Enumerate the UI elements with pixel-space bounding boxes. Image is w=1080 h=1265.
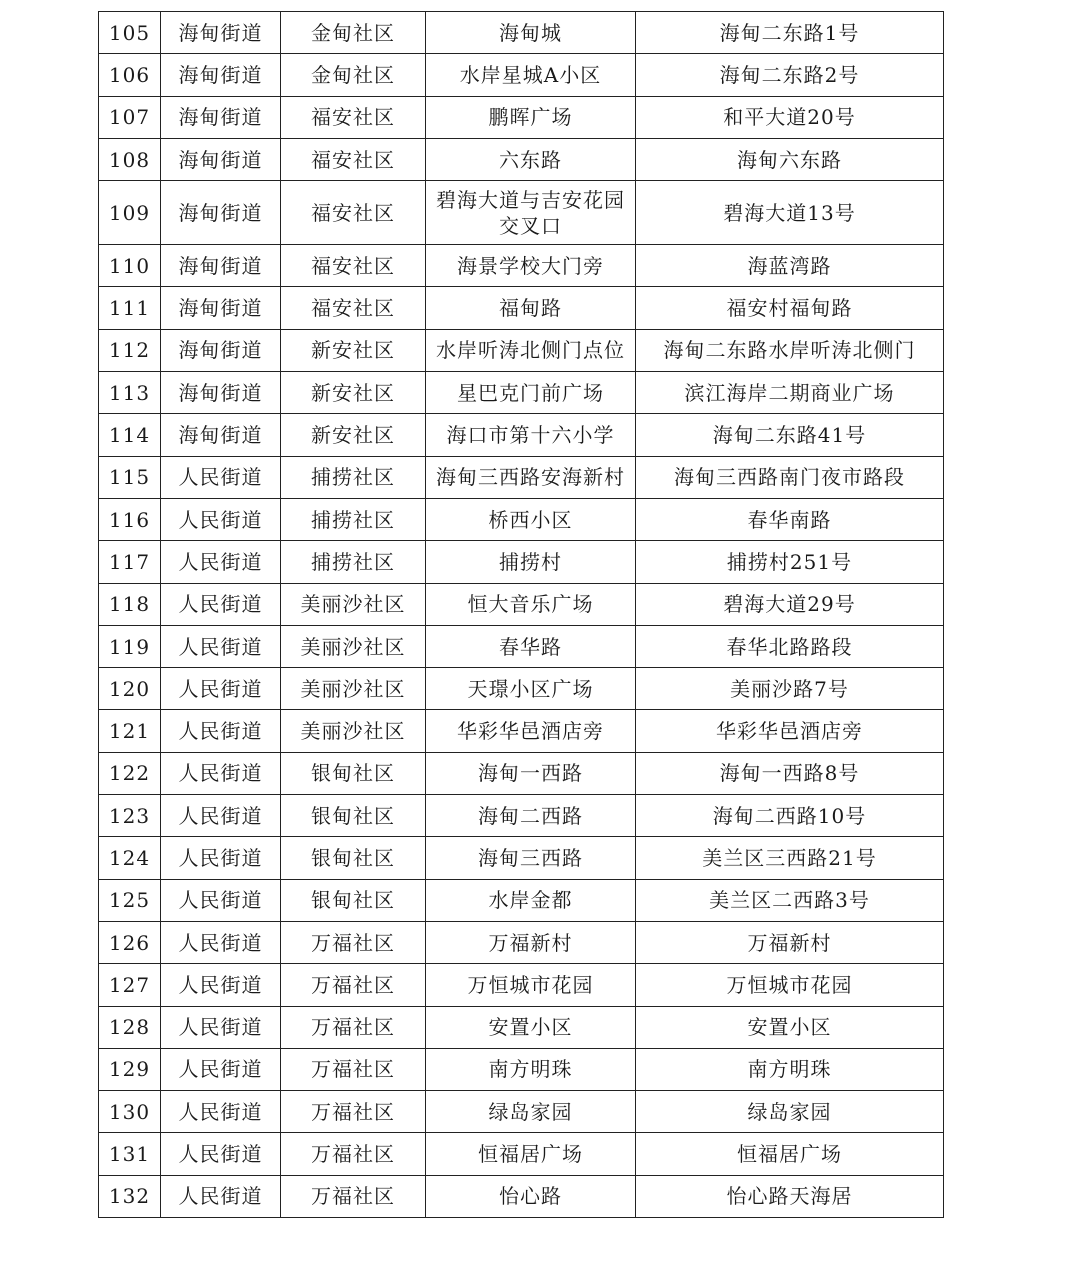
row-number-cell: 115 — [99, 456, 161, 498]
community-cell: 福安社区 — [281, 96, 426, 138]
community-cell: 银甸社区 — [281, 837, 426, 879]
community-cell: 万福社区 — [281, 1133, 426, 1175]
row-number-cell: 121 — [99, 710, 161, 752]
address-cell: 海甸二东路2号 — [636, 54, 944, 96]
spot-cell: 恒大音乐广场 — [426, 583, 636, 625]
spot-cell: 海甸二西路 — [426, 795, 636, 837]
spot-cell: 桥西小区 — [426, 498, 636, 540]
spot-cell: 海甸城 — [426, 12, 636, 54]
table-row — [99, 96, 944, 138]
address-cell: 海甸一西路8号 — [636, 752, 944, 794]
table-row — [99, 245, 944, 287]
community-cell: 万福社区 — [281, 1091, 426, 1133]
spot-cell: 水岸听涛北侧门点位 — [426, 329, 636, 371]
community-cell: 万福社区 — [281, 1175, 426, 1217]
row-number-cell: 114 — [99, 414, 161, 456]
table-row — [99, 752, 944, 794]
spot-cell: 捕捞村 — [426, 541, 636, 583]
address-cell: 和平大道20号 — [636, 96, 944, 138]
street-cell: 人民街道 — [161, 964, 281, 1006]
street-cell: 人民街道 — [161, 795, 281, 837]
row-number-cell: 116 — [99, 498, 161, 540]
spot-cell: 怡心路 — [426, 1175, 636, 1217]
street-cell: 人民街道 — [161, 879, 281, 921]
address-cell: 美兰区三西路21号 — [636, 837, 944, 879]
street-cell: 海甸街道 — [161, 287, 281, 329]
table-body — [99, 12, 944, 1218]
address-cell: 碧海大道13号 — [636, 181, 944, 245]
row-number-cell: 113 — [99, 372, 161, 414]
street-cell: 人民街道 — [161, 541, 281, 583]
address-cell: 万福新村 — [636, 921, 944, 963]
spot-cell: 水岸金都 — [426, 879, 636, 921]
address-cell: 怡心路天海居 — [636, 1175, 944, 1217]
row-number-cell: 110 — [99, 245, 161, 287]
spot-cell: 恒福居广场 — [426, 1133, 636, 1175]
table-row — [99, 372, 944, 414]
street-cell: 人民街道 — [161, 583, 281, 625]
street-cell: 海甸街道 — [161, 12, 281, 54]
address-cell: 碧海大道29号 — [636, 583, 944, 625]
spot-cell: 福甸路 — [426, 287, 636, 329]
row-number-cell: 107 — [99, 96, 161, 138]
table-row — [99, 1006, 944, 1048]
community-cell: 万福社区 — [281, 1006, 426, 1048]
street-cell: 海甸街道 — [161, 96, 281, 138]
community-cell: 银甸社区 — [281, 795, 426, 837]
table-row — [99, 837, 944, 879]
table-row — [99, 54, 944, 96]
row-number-cell: 120 — [99, 668, 161, 710]
row-number-cell: 108 — [99, 138, 161, 180]
spot-cell: 安置小区 — [426, 1006, 636, 1048]
street-cell: 海甸街道 — [161, 329, 281, 371]
spot-cell: 六东路 — [426, 138, 636, 180]
street-cell: 海甸街道 — [161, 181, 281, 245]
row-number-cell: 131 — [99, 1133, 161, 1175]
table-row — [99, 12, 944, 54]
spot-cell: 海甸三西路安海新村 — [426, 456, 636, 498]
street-cell: 人民街道 — [161, 752, 281, 794]
street-cell: 人民街道 — [161, 1006, 281, 1048]
street-cell: 海甸街道 — [161, 245, 281, 287]
address-cell: 绿岛家园 — [636, 1091, 944, 1133]
address-cell: 海甸二东路1号 — [636, 12, 944, 54]
table-row — [99, 498, 944, 540]
street-cell: 人民街道 — [161, 1091, 281, 1133]
address-cell: 万恒城市花园 — [636, 964, 944, 1006]
address-cell: 海甸二西路10号 — [636, 795, 944, 837]
table-row — [99, 795, 944, 837]
community-cell: 万福社区 — [281, 964, 426, 1006]
address-cell: 华彩华邑酒店旁 — [636, 710, 944, 752]
row-number-cell: 125 — [99, 879, 161, 921]
street-cell: 人民街道 — [161, 921, 281, 963]
table-row — [99, 964, 944, 1006]
community-cell: 银甸社区 — [281, 879, 426, 921]
community-cell: 福安社区 — [281, 138, 426, 180]
address-cell: 海蓝湾路 — [636, 245, 944, 287]
community-cell: 美丽沙社区 — [281, 583, 426, 625]
table-row — [99, 1091, 944, 1133]
row-number-cell: 129 — [99, 1048, 161, 1090]
address-cell: 春华南路 — [636, 498, 944, 540]
community-cell: 新安社区 — [281, 414, 426, 456]
row-number-cell: 127 — [99, 964, 161, 1006]
spot-cell: 海甸一西路 — [426, 752, 636, 794]
community-cell: 美丽沙社区 — [281, 710, 426, 752]
row-number-cell: 124 — [99, 837, 161, 879]
table-row — [99, 583, 944, 625]
community-cell: 福安社区 — [281, 181, 426, 245]
row-number-cell: 128 — [99, 1006, 161, 1048]
address-cell: 恒福居广场 — [636, 1133, 944, 1175]
street-cell: 人民街道 — [161, 498, 281, 540]
address-cell: 春华北路路段 — [636, 625, 944, 667]
spot-cell: 碧海大道与吉安花园交叉口 — [426, 181, 636, 245]
table-row — [99, 414, 944, 456]
table-row — [99, 1175, 944, 1217]
location-table — [98, 11, 944, 1218]
street-cell: 人民街道 — [161, 668, 281, 710]
community-cell: 福安社区 — [281, 287, 426, 329]
spot-cell: 水岸星城A小区 — [426, 54, 636, 96]
community-cell: 捕捞社区 — [281, 498, 426, 540]
row-number-cell: 123 — [99, 795, 161, 837]
community-cell: 万福社区 — [281, 921, 426, 963]
row-number-cell: 122 — [99, 752, 161, 794]
table-row — [99, 287, 944, 329]
address-cell: 滨江海岸二期商业广场 — [636, 372, 944, 414]
address-cell: 安置小区 — [636, 1006, 944, 1048]
table-row — [99, 181, 944, 245]
street-cell: 人民街道 — [161, 1048, 281, 1090]
address-cell: 海甸二东路水岸听涛北侧门 — [636, 329, 944, 371]
community-cell: 美丽沙社区 — [281, 625, 426, 667]
community-cell: 新安社区 — [281, 372, 426, 414]
document-page — [98, 11, 943, 1218]
community-cell: 金甸社区 — [281, 12, 426, 54]
row-number-cell: 119 — [99, 625, 161, 667]
street-cell: 人民街道 — [161, 1133, 281, 1175]
row-number-cell: 126 — [99, 921, 161, 963]
row-number-cell: 105 — [99, 12, 161, 54]
address-cell: 海甸六东路 — [636, 138, 944, 180]
spot-cell: 天璟小区广场 — [426, 668, 636, 710]
community-cell: 捕捞社区 — [281, 456, 426, 498]
street-cell: 人民街道 — [161, 1175, 281, 1217]
table-row — [99, 921, 944, 963]
spot-cell: 春华路 — [426, 625, 636, 667]
spot-cell: 海甸三西路 — [426, 837, 636, 879]
street-cell: 海甸街道 — [161, 54, 281, 96]
street-cell: 人民街道 — [161, 837, 281, 879]
spot-cell: 万恒城市花园 — [426, 964, 636, 1006]
table-row — [99, 1048, 944, 1090]
community-cell: 美丽沙社区 — [281, 668, 426, 710]
table-row — [99, 1133, 944, 1175]
spot-cell: 海口市第十六小学 — [426, 414, 636, 456]
community-cell: 福安社区 — [281, 245, 426, 287]
community-cell: 银甸社区 — [281, 752, 426, 794]
street-cell: 人民街道 — [161, 710, 281, 752]
table-row — [99, 710, 944, 752]
street-cell: 人民街道 — [161, 625, 281, 667]
table-row — [99, 541, 944, 583]
street-cell: 海甸街道 — [161, 372, 281, 414]
table-row — [99, 329, 944, 371]
row-number-cell: 117 — [99, 541, 161, 583]
community-cell: 万福社区 — [281, 1048, 426, 1090]
street-cell: 海甸街道 — [161, 414, 281, 456]
street-cell: 海甸街道 — [161, 138, 281, 180]
table-row — [99, 625, 944, 667]
table-row — [99, 138, 944, 180]
address-cell: 捕捞村251号 — [636, 541, 944, 583]
spot-cell: 绿岛家园 — [426, 1091, 636, 1133]
address-cell: 美丽沙路7号 — [636, 668, 944, 710]
address-cell: 南方明珠 — [636, 1048, 944, 1090]
street-cell: 人民街道 — [161, 456, 281, 498]
address-cell: 美兰区二西路3号 — [636, 879, 944, 921]
row-number-cell: 109 — [99, 181, 161, 245]
row-number-cell: 130 — [99, 1091, 161, 1133]
address-cell: 海甸三西路南门夜市路段 — [636, 456, 944, 498]
community-cell: 新安社区 — [281, 329, 426, 371]
row-number-cell: 112 — [99, 329, 161, 371]
row-number-cell: 118 — [99, 583, 161, 625]
address-cell: 海甸二东路41号 — [636, 414, 944, 456]
spot-cell: 华彩华邑酒店旁 — [426, 710, 636, 752]
spot-cell: 海景学校大门旁 — [426, 245, 636, 287]
row-number-cell: 106 — [99, 54, 161, 96]
spot-cell: 南方明珠 — [426, 1048, 636, 1090]
community-cell: 捕捞社区 — [281, 541, 426, 583]
spot-cell: 鹏晖广场 — [426, 96, 636, 138]
table-row — [99, 456, 944, 498]
spot-cell: 万福新村 — [426, 921, 636, 963]
table-row — [99, 668, 944, 710]
table-row — [99, 879, 944, 921]
community-cell: 金甸社区 — [281, 54, 426, 96]
address-cell: 福安村福甸路 — [636, 287, 944, 329]
spot-cell: 星巴克门前广场 — [426, 372, 636, 414]
row-number-cell: 111 — [99, 287, 161, 329]
row-number-cell: 132 — [99, 1175, 161, 1217]
